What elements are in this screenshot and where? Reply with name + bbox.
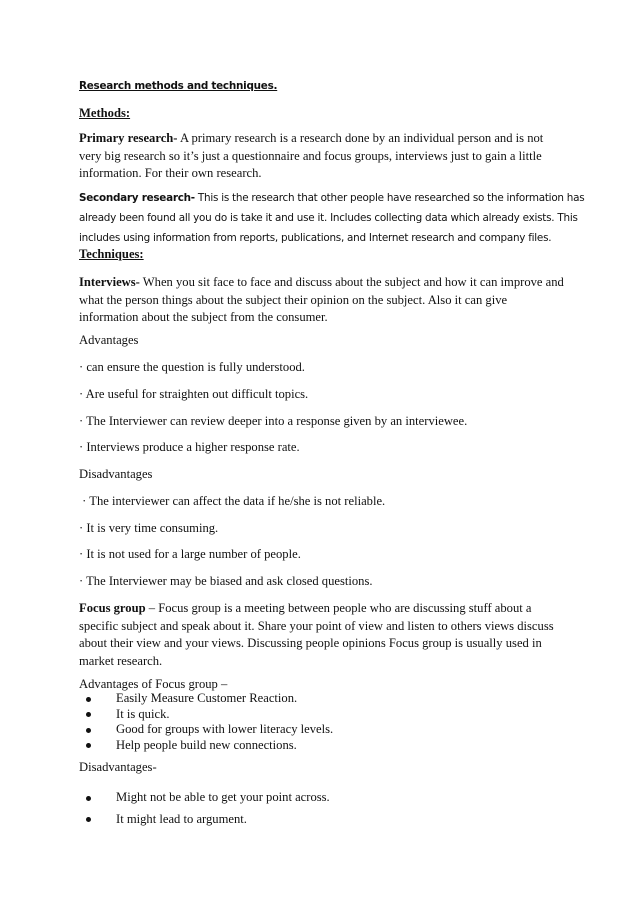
list-item	[86, 787, 556, 809]
list-item	[86, 707, 556, 723]
focus-disadvantages-label: Disadvantages-	[79, 760, 157, 774]
primary-research-paragraph	[79, 130, 569, 183]
focus-group-text-3: about their view and your views. Discussing people opinions Focus group is usually used in	[79, 636, 542, 650]
bullet-icon	[86, 796, 91, 801]
focus-advantages-list	[86, 691, 556, 753]
primary-research-text-3: information. For their own research.	[79, 166, 262, 180]
disadvantage-item: · It is very time consuming.	[79, 521, 219, 535]
secondary-research-paragraph	[79, 188, 585, 248]
advantages-label: Advantages	[79, 333, 139, 347]
bullet-icon	[86, 712, 91, 717]
secondary-research-text-1: This is the research that other people have researched so the information has	[194, 192, 585, 204]
primary-research-text-2: very big research so it’s just a questionnaire and focus groups, interviews just to gain a little	[79, 148, 542, 163]
interviews-paragraph	[79, 274, 569, 327]
interviews-text-3: information about the subject from the consumer.	[79, 310, 328, 324]
list-item	[86, 722, 556, 738]
secondary-research-label: Secondary research-	[79, 192, 195, 204]
list-item-text: Easily Measure Customer Reaction.	[116, 691, 298, 705]
list-item	[86, 809, 556, 831]
disadvantage-item: · The interviewer can affect the data if he/she is not reliable.	[79, 494, 386, 508]
secondary-research-text-3: includes using information from reports, publications, and Internet research and company files.	[79, 232, 552, 244]
primary-research-label: Primary research-	[79, 131, 178, 145]
bullet-icon	[86, 743, 91, 748]
advantage-item: · can ensure the question is fully understood.	[79, 360, 305, 374]
bullet-icon	[86, 728, 91, 733]
list-item	[86, 738, 556, 754]
focus-disadvantages-list	[86, 787, 556, 830]
techniques-heading: Techniques:	[79, 247, 144, 261]
interviews-text-1: When you sit face to face and discuss about the subject and how it can improve and	[139, 275, 564, 289]
methods-heading: Methods:	[79, 106, 131, 120]
list-item-text: Help people build new connections.	[116, 737, 297, 752]
primary-research-text-1: A primary research is a research done by an individual person and is not	[177, 131, 544, 145]
list-item-text: It might lead to argument.	[116, 811, 247, 826]
interviews-text-2: what the person things about the subject their opinion on the subject. Also it can give	[79, 292, 508, 307]
interviews-label: Interviews-	[79, 275, 140, 289]
secondary-research-text-2: already been found all you do is take it and use it. Includes collecting data which already exists. This	[79, 212, 578, 224]
list-item-text: It is quick.	[116, 706, 170, 721]
focus-group-text-4: market research.	[79, 653, 163, 668]
focus-group-text-2: specific subject and speak about it. Share your point of view and listen to others views discuss	[79, 618, 554, 633]
focus-group-paragraph	[79, 600, 569, 670]
advantage-item: · Are useful for straighten out difficult topics.	[79, 387, 309, 401]
list-item-text: Might not be able to get your point across.	[116, 790, 330, 804]
list-item	[86, 691, 556, 707]
disadvantage-item: · It is not used for a large number of people.	[79, 547, 301, 561]
disadvantages-label: Disadvantages	[79, 467, 153, 481]
focus-group-label: Focus group	[79, 601, 146, 615]
bullet-icon	[86, 697, 91, 702]
list-item-text: Good for groups with lower literacy levels.	[116, 722, 334, 736]
focus-advantages-label: Advantages of Focus group –	[79, 677, 228, 691]
advantage-item: · Interviews produce a higher response rate.	[79, 440, 300, 454]
advantage-item: · The Interviewer can review deeper into a response given by an interviewee.	[79, 414, 468, 428]
disadvantage-item: · The Interviewer may be biased and ask closed questions.	[79, 574, 373, 588]
focus-group-text-1: – Focus group is a meeting between people who are discussing stuff about a	[145, 601, 532, 615]
document-title: Research methods and techniques.	[79, 80, 278, 92]
bullet-icon	[86, 817, 91, 822]
